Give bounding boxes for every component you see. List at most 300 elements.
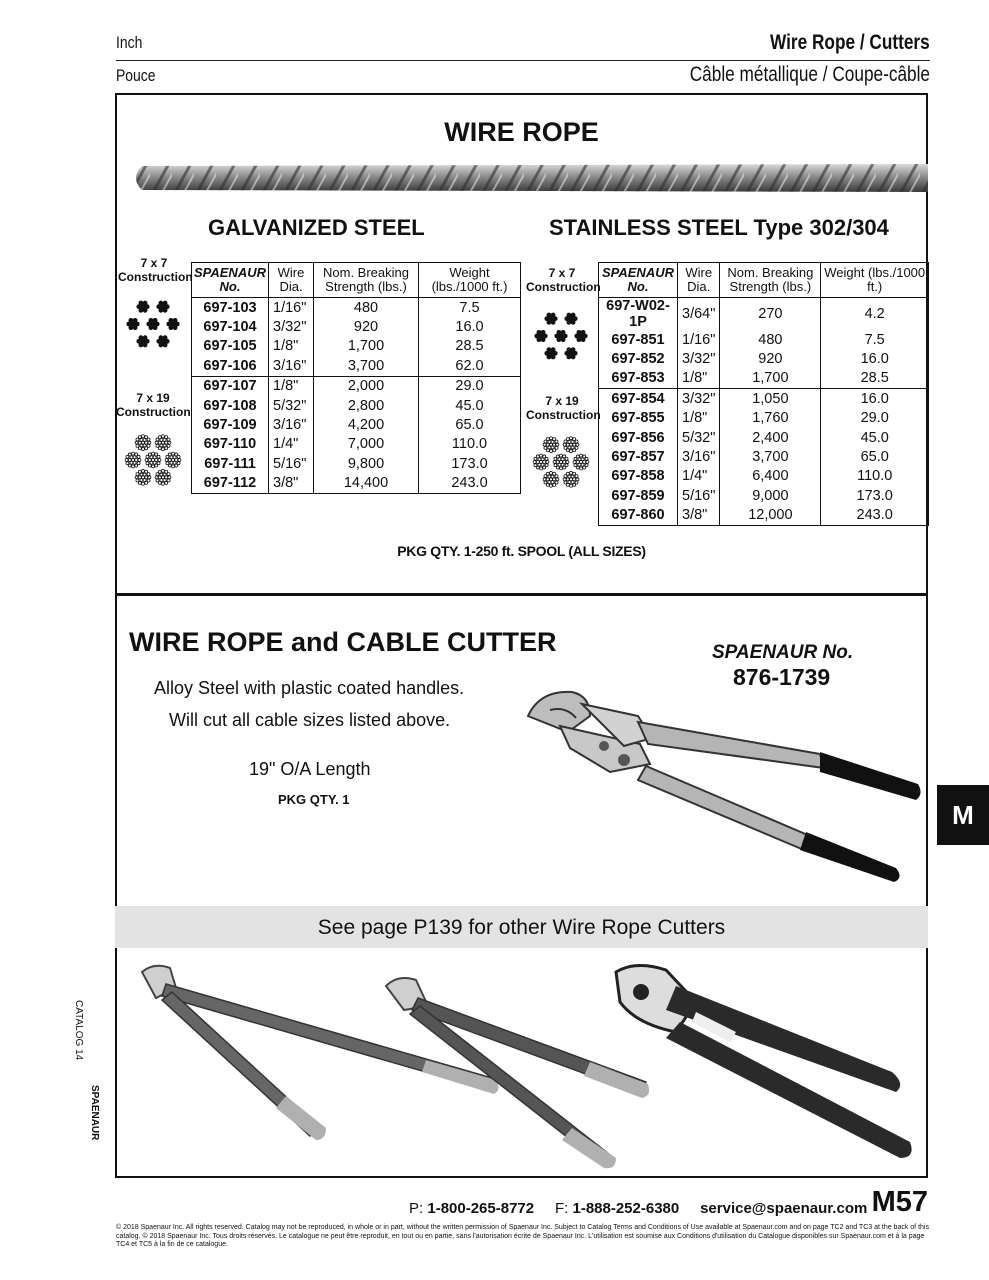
part-number-cell: 697-854 <box>599 389 678 409</box>
wire-dot <box>145 447 148 450</box>
wire-dot <box>544 446 547 449</box>
wire-dot <box>571 347 576 352</box>
weight-cell: 173.0 <box>419 454 521 473</box>
weight-cell: 29.0 <box>821 409 929 428</box>
wire-dot <box>172 452 175 455</box>
wire-dot <box>551 347 556 352</box>
cutter-3-image <box>616 965 912 1158</box>
wire-dot <box>540 454 543 457</box>
wire-dot <box>543 443 546 446</box>
part-number-cell: 697-104 <box>192 317 269 336</box>
wire-dot <box>543 478 546 481</box>
wire-dot <box>550 484 553 487</box>
wire-dot <box>169 318 174 323</box>
part-number-cell: 697-110 <box>192 435 269 454</box>
wire-dot <box>564 446 567 449</box>
table-row <box>192 337 521 356</box>
catalog-label: CATALOG 14 <box>73 1000 84 1061</box>
wire-dot <box>534 464 537 467</box>
wire-dot <box>574 464 577 467</box>
wire-dot <box>575 440 578 443</box>
wire-dot <box>167 438 170 441</box>
wire-dia-cell: 3/64" <box>678 298 720 331</box>
breaking-strength-cell: 1,700 <box>314 337 419 356</box>
page-number: M57 <box>871 1186 928 1218</box>
cable-cutter-image <box>520 686 925 882</box>
wire-dot <box>158 436 161 439</box>
header-section-fr: Câble métallique / Coupe-câble <box>689 63 930 86</box>
table-row <box>192 454 521 473</box>
cutter-desc-line2: Will cut all cable sizes listed above. <box>169 710 451 730</box>
wire-dia-cell: 1/8" <box>269 337 314 356</box>
table-row <box>192 356 521 376</box>
cutter-title: WIRE ROPE and CABLE CUTTER <box>129 627 557 657</box>
wire-dot <box>547 347 552 352</box>
wire-dot <box>133 325 138 330</box>
wire-dot <box>165 447 168 450</box>
wire-dot <box>536 455 539 458</box>
wire-dot <box>148 453 151 456</box>
wire-dia-cell: 3/32" <box>678 349 720 368</box>
wire-dot <box>577 330 582 335</box>
part-number-cell: 697-857 <box>599 447 678 466</box>
breaking-strength-cell: 12,000 <box>720 506 821 526</box>
wire-dot <box>177 455 180 458</box>
weight-cell: 65.0 <box>419 415 521 434</box>
wire-dot <box>175 464 178 467</box>
part-number-cell: 697-109 <box>192 415 269 434</box>
stainless-heading: STAINLESS STEEL Type 302/304 <box>549 215 889 240</box>
breaking-strength-cell: 1,760 <box>720 409 821 428</box>
wire-dot <box>547 313 552 318</box>
col-weight: Weight (lbs./1000 ft.) <box>419 263 521 298</box>
strand-7x19-diagram <box>120 428 186 492</box>
footer-contact <box>409 1200 867 1217</box>
cutter-length: 19" O/A Length <box>249 759 371 779</box>
table-row <box>599 447 929 466</box>
wire-dot <box>157 455 160 458</box>
spaenaur-side-logo: SPAENAUR <box>89 1085 100 1141</box>
weight-cell: 4.2 <box>821 298 929 331</box>
wire-dot <box>163 308 168 313</box>
wire-dot <box>576 455 579 458</box>
table-row <box>599 330 929 349</box>
wire-dot <box>162 435 165 438</box>
wire-dot <box>555 440 558 443</box>
wire-dot <box>139 301 144 306</box>
wire-dia-cell: 3/32" <box>269 317 314 336</box>
wire-dot <box>551 355 556 360</box>
wire-dot <box>581 330 586 335</box>
wire-dot <box>138 459 141 462</box>
breaking-strength-cell: 2,800 <box>314 396 419 415</box>
wire-dot <box>155 476 158 479</box>
col-spaenaur-no: SPAENAUR No. <box>192 263 269 298</box>
wire-dia-cell: 3/32" <box>678 389 720 409</box>
strand-7x19-diagram <box>528 430 594 494</box>
wire-dot <box>158 459 161 462</box>
col-weight: Weight (lbs./1000 ft.) <box>821 263 929 298</box>
phone-number[interactable]: 1-800-265-8772 <box>427 1200 535 1217</box>
wire-dot <box>576 443 579 446</box>
wire-dot <box>585 457 588 460</box>
part-number-cell: 697-107 <box>192 376 269 396</box>
wire-dot <box>128 453 131 456</box>
wire-dot <box>550 437 553 440</box>
weight-cell: 28.5 <box>419 337 521 356</box>
wire-dot <box>125 459 128 462</box>
wire-dot <box>576 478 579 481</box>
wire-dot <box>545 457 548 460</box>
wire-dot <box>571 320 576 325</box>
wire-dot <box>143 308 148 313</box>
part-number-cell: 697-860 <box>599 506 678 526</box>
wire-dot <box>566 438 569 441</box>
wire-dot <box>565 457 568 460</box>
wire-dot <box>556 455 559 458</box>
cutter-desc-line1: Alloy Steel with plastic coated handles. <box>154 678 465 698</box>
phone-label: P: <box>409 1200 424 1217</box>
wire-dot <box>563 466 566 469</box>
weight-cell: 243.0 <box>821 506 929 526</box>
stainless-table <box>598 262 929 526</box>
wire-rope-image <box>128 158 928 198</box>
wire-dot <box>561 337 566 342</box>
wire-dia-cell: 1/16" <box>269 298 314 318</box>
wire-dia-cell: 1/4" <box>269 435 314 454</box>
part-number-cell: 697-105 <box>192 337 269 356</box>
spaenaur-part-number: 876-1739 <box>733 664 831 690</box>
weight-cell: 7.5 <box>419 298 521 318</box>
table-row <box>599 428 929 447</box>
wire-dot <box>163 301 168 306</box>
wire-dot <box>135 441 138 444</box>
part-number-cell: 697-852 <box>599 349 678 368</box>
cutter-pkg-qty: PKG QTY. 1 <box>278 792 350 807</box>
table-row <box>599 298 929 331</box>
wire-dot <box>571 355 576 360</box>
header-unit-en: Inch <box>116 33 143 52</box>
header-unit-fr: Pouce <box>116 66 156 85</box>
table-row <box>192 415 521 434</box>
weight-cell: 45.0 <box>419 396 521 415</box>
wire-dia-cell: 5/32" <box>269 396 314 415</box>
wire-dot <box>555 475 558 478</box>
wire-dot <box>553 461 556 464</box>
wire-dot <box>550 471 553 474</box>
part-number-cell: 697-858 <box>599 467 678 486</box>
galvanized-table <box>191 262 521 494</box>
wire-dia-cell: 1/8" <box>678 369 720 389</box>
wire-dot <box>155 464 158 467</box>
wire-dot <box>153 325 158 330</box>
table-row <box>192 376 521 396</box>
col-wire-dia: Wire Dia. <box>678 263 720 298</box>
wire-dot <box>126 462 129 465</box>
section-tab-m[interactable]: M <box>937 785 989 845</box>
wire-dot <box>556 478 559 481</box>
wire-dia-cell: 1/8" <box>678 409 720 428</box>
stainless-table-body <box>599 298 929 526</box>
breaking-strength-cell: 3,700 <box>314 356 419 376</box>
wire-dot <box>159 301 164 306</box>
breaking-strength-cell: 9,800 <box>314 454 419 473</box>
wire-dot <box>580 454 583 457</box>
strand-7x7-diagram <box>120 292 186 356</box>
stainless-7x7-label: 7 x 7 Construction <box>526 266 601 294</box>
wire-dot <box>172 465 175 468</box>
table-row <box>192 474 521 494</box>
wire-dot <box>571 313 576 318</box>
wire-dot <box>135 464 138 467</box>
part-number-cell: 697-112 <box>192 474 269 494</box>
wire-dot <box>575 475 578 478</box>
wire-dia-cell: 3/8" <box>678 506 720 526</box>
wire-dot <box>557 330 562 335</box>
wire-dot <box>145 459 148 462</box>
wire-dot <box>139 335 144 340</box>
wire-dot <box>148 441 151 444</box>
wire-dot <box>167 473 170 476</box>
weight-cell: 243.0 <box>419 474 521 494</box>
wire-dot <box>546 472 549 475</box>
part-number-cell: 697-856 <box>599 428 678 447</box>
wire-dot <box>142 435 145 438</box>
fax-label: F: <box>554 1200 569 1217</box>
wire-dia-cell: 3/16" <box>678 447 720 466</box>
wire-dot <box>159 335 164 340</box>
table-row <box>192 396 521 415</box>
wire-dia-cell: 1/8" <box>269 376 314 396</box>
breaking-strength-cell: 2,000 <box>314 376 419 396</box>
breaking-strength-cell: 270 <box>720 298 821 331</box>
wire-dot <box>142 448 145 451</box>
wire-dot <box>556 443 559 446</box>
wire-dot <box>132 452 135 455</box>
wire-dia-cell: 3/8" <box>269 474 314 494</box>
galv-7x7-label: 7 x 7 Construction <box>118 256 193 284</box>
wire-dot <box>146 462 149 465</box>
breaking-strength-cell: 7,000 <box>314 435 419 454</box>
wire-dot <box>567 313 572 318</box>
table-row <box>599 389 929 409</box>
weight-cell: 110.0 <box>419 435 521 454</box>
other-cutters-image <box>136 962 926 1172</box>
spaenaur-no-label: SPAENAUR No. <box>712 642 854 663</box>
wire-dot <box>570 450 573 453</box>
wire-rope-title: WIRE ROPE <box>444 117 599 147</box>
breaking-strength-cell: 3,700 <box>720 447 821 466</box>
wire-dot <box>567 347 572 352</box>
wire-dot <box>129 318 134 323</box>
wire-dot <box>149 318 154 323</box>
wire-dot <box>551 320 556 325</box>
weight-cell: 173.0 <box>821 486 929 505</box>
breaking-strength-cell: 480 <box>720 330 821 349</box>
wire-dot <box>541 330 546 335</box>
wire-dot <box>155 441 158 444</box>
wire-dot <box>566 461 569 464</box>
wire-dot <box>563 478 566 481</box>
wire-dot <box>583 466 586 469</box>
wire-dot <box>541 337 546 342</box>
table-row <box>599 369 929 389</box>
wire-dot <box>553 449 556 452</box>
weight-cell: 16.0 <box>821 349 929 368</box>
see-page-text: See page P139 for other Wire Rope Cutters <box>317 916 726 939</box>
wire-dot <box>544 481 547 484</box>
wire-dot <box>573 461 576 464</box>
table-row <box>192 298 521 318</box>
galv-7x19-label: 7 x 19 Construction <box>116 391 191 419</box>
wire-dot <box>133 318 138 323</box>
wire-dia-cell: 5/16" <box>269 454 314 473</box>
part-number-cell: 697-106 <box>192 356 269 376</box>
wire-dot <box>581 337 586 342</box>
wire-dot <box>168 476 171 479</box>
wire-dot <box>570 471 573 474</box>
wire-dot <box>573 483 576 486</box>
part-number-cell: 697-111 <box>192 454 269 473</box>
wire-dot <box>566 472 569 475</box>
breaking-strength-cell: 4,200 <box>314 415 419 434</box>
wire-dia-cell: 5/32" <box>678 428 720 447</box>
weight-cell: 65.0 <box>821 447 929 466</box>
wire-dot <box>561 330 566 335</box>
wire-dot <box>162 448 165 451</box>
wire-dot <box>136 479 139 482</box>
table-row <box>599 486 929 505</box>
cutter-1-image <box>142 966 499 1140</box>
col-wire-dia: Wire Dia. <box>269 263 314 298</box>
breaking-strength-cell: 6,400 <box>720 467 821 486</box>
wire-dot <box>132 465 135 468</box>
table-row <box>192 317 521 336</box>
wire-dot <box>586 461 589 464</box>
wire-dot <box>553 483 556 486</box>
fax-number: 1-888-252-6380 <box>572 1200 680 1217</box>
breaking-strength-cell: 920 <box>720 349 821 368</box>
wire-dot <box>178 459 181 462</box>
stainless-7x19-label: 7 x 19 Construction <box>526 394 601 422</box>
wire-dot <box>563 443 566 446</box>
wire-dot <box>168 441 171 444</box>
wire-dot <box>168 453 171 456</box>
weight-cell: 45.0 <box>821 428 929 447</box>
email-link[interactable]: service@spaenaur.com <box>700 1200 868 1217</box>
weight-cell: 16.0 <box>821 389 929 409</box>
wire-dot <box>570 437 573 440</box>
breaking-strength-cell: 9,000 <box>720 486 821 505</box>
wire-dot <box>546 438 549 441</box>
breaking-strength-cell: 2,400 <box>720 428 821 447</box>
wire-dot <box>138 436 141 439</box>
col-spaenaur-no: SPAENAUR No. <box>599 263 678 298</box>
wire-dot <box>152 465 155 468</box>
table-row <box>599 506 929 526</box>
wire-dot <box>156 444 159 447</box>
wire-dot <box>162 469 165 472</box>
wire-dot <box>143 335 148 340</box>
wire-dot <box>165 459 168 462</box>
wire-dot <box>158 470 161 473</box>
part-number-cell: 697-855 <box>599 409 678 428</box>
wire-dot <box>135 476 138 479</box>
wire-dot <box>533 461 536 464</box>
table-row <box>599 409 929 428</box>
table-row <box>192 435 521 454</box>
wire-dot <box>136 444 139 447</box>
wire-dot <box>152 452 155 455</box>
col-breaking-strength: Nom. Breaking Strength (lbs.) <box>314 263 419 298</box>
wire-dot <box>156 479 159 482</box>
breaking-strength-cell: 480 <box>314 298 419 318</box>
header-section-en: Wire Rope / Cutters <box>770 31 930 54</box>
wire-dot <box>142 482 145 485</box>
wire-dia-cell: 5/16" <box>678 486 720 505</box>
wire-dot <box>166 462 169 465</box>
wire-dot <box>540 467 543 470</box>
wire-dot <box>543 466 546 469</box>
wire-dot <box>163 343 168 348</box>
weight-cell: 62.0 <box>419 356 521 376</box>
wire-dot <box>142 469 145 472</box>
galvanized-heading: GALVANIZED STEEL <box>208 215 425 240</box>
wire-dot <box>550 450 553 453</box>
cutter-2-image <box>386 978 649 1168</box>
breaking-strength-cell: 1,700 <box>720 369 821 389</box>
table-row <box>599 467 929 486</box>
weight-cell: 7.5 <box>821 330 929 349</box>
weight-cell: 110.0 <box>821 467 929 486</box>
wire-dia-cell: 3/16" <box>269 415 314 434</box>
part-number-cell: 697-108 <box>192 396 269 415</box>
wire-dot <box>143 301 148 306</box>
wire-dot <box>560 467 563 470</box>
part-number-cell: 697-103 <box>192 298 269 318</box>
wire-dot <box>551 313 556 318</box>
breaking-strength-cell: 14,400 <box>314 474 419 494</box>
wire-dot <box>147 473 150 476</box>
section-divider <box>115 593 928 596</box>
wire-dot <box>173 325 178 330</box>
breaking-strength-cell: 920 <box>314 317 419 336</box>
wire-dot <box>137 455 140 458</box>
wire-dot <box>573 449 576 452</box>
header-divider <box>116 60 930 61</box>
wire-dot <box>165 481 168 484</box>
wire-dot <box>560 454 563 457</box>
weight-cell: 28.5 <box>821 369 929 389</box>
wire-dot <box>145 481 148 484</box>
part-number-cell: 697-W02-1P <box>599 298 678 331</box>
galvanized-table-body <box>192 298 521 494</box>
wire-dia-cell: 3/16" <box>269 356 314 376</box>
wire-dia-cell: 1/16" <box>678 330 720 349</box>
wire-dot <box>173 318 178 323</box>
breaking-strength-cell: 1,050 <box>720 389 821 409</box>
wire-dot <box>153 318 158 323</box>
wire-dot <box>148 476 151 479</box>
weight-cell: 29.0 <box>419 376 521 396</box>
wire-dot <box>537 330 542 335</box>
wire-dot <box>570 484 573 487</box>
part-number-cell: 697-859 <box>599 486 678 505</box>
wire-rope-pkg-qty: PKG QTY. 1-250 ft. SPOOL (ALL SIZES) <box>397 543 646 559</box>
wire-dot <box>163 335 168 340</box>
strand-7x7-diagram <box>528 304 594 368</box>
weight-cell: 16.0 <box>419 317 521 336</box>
